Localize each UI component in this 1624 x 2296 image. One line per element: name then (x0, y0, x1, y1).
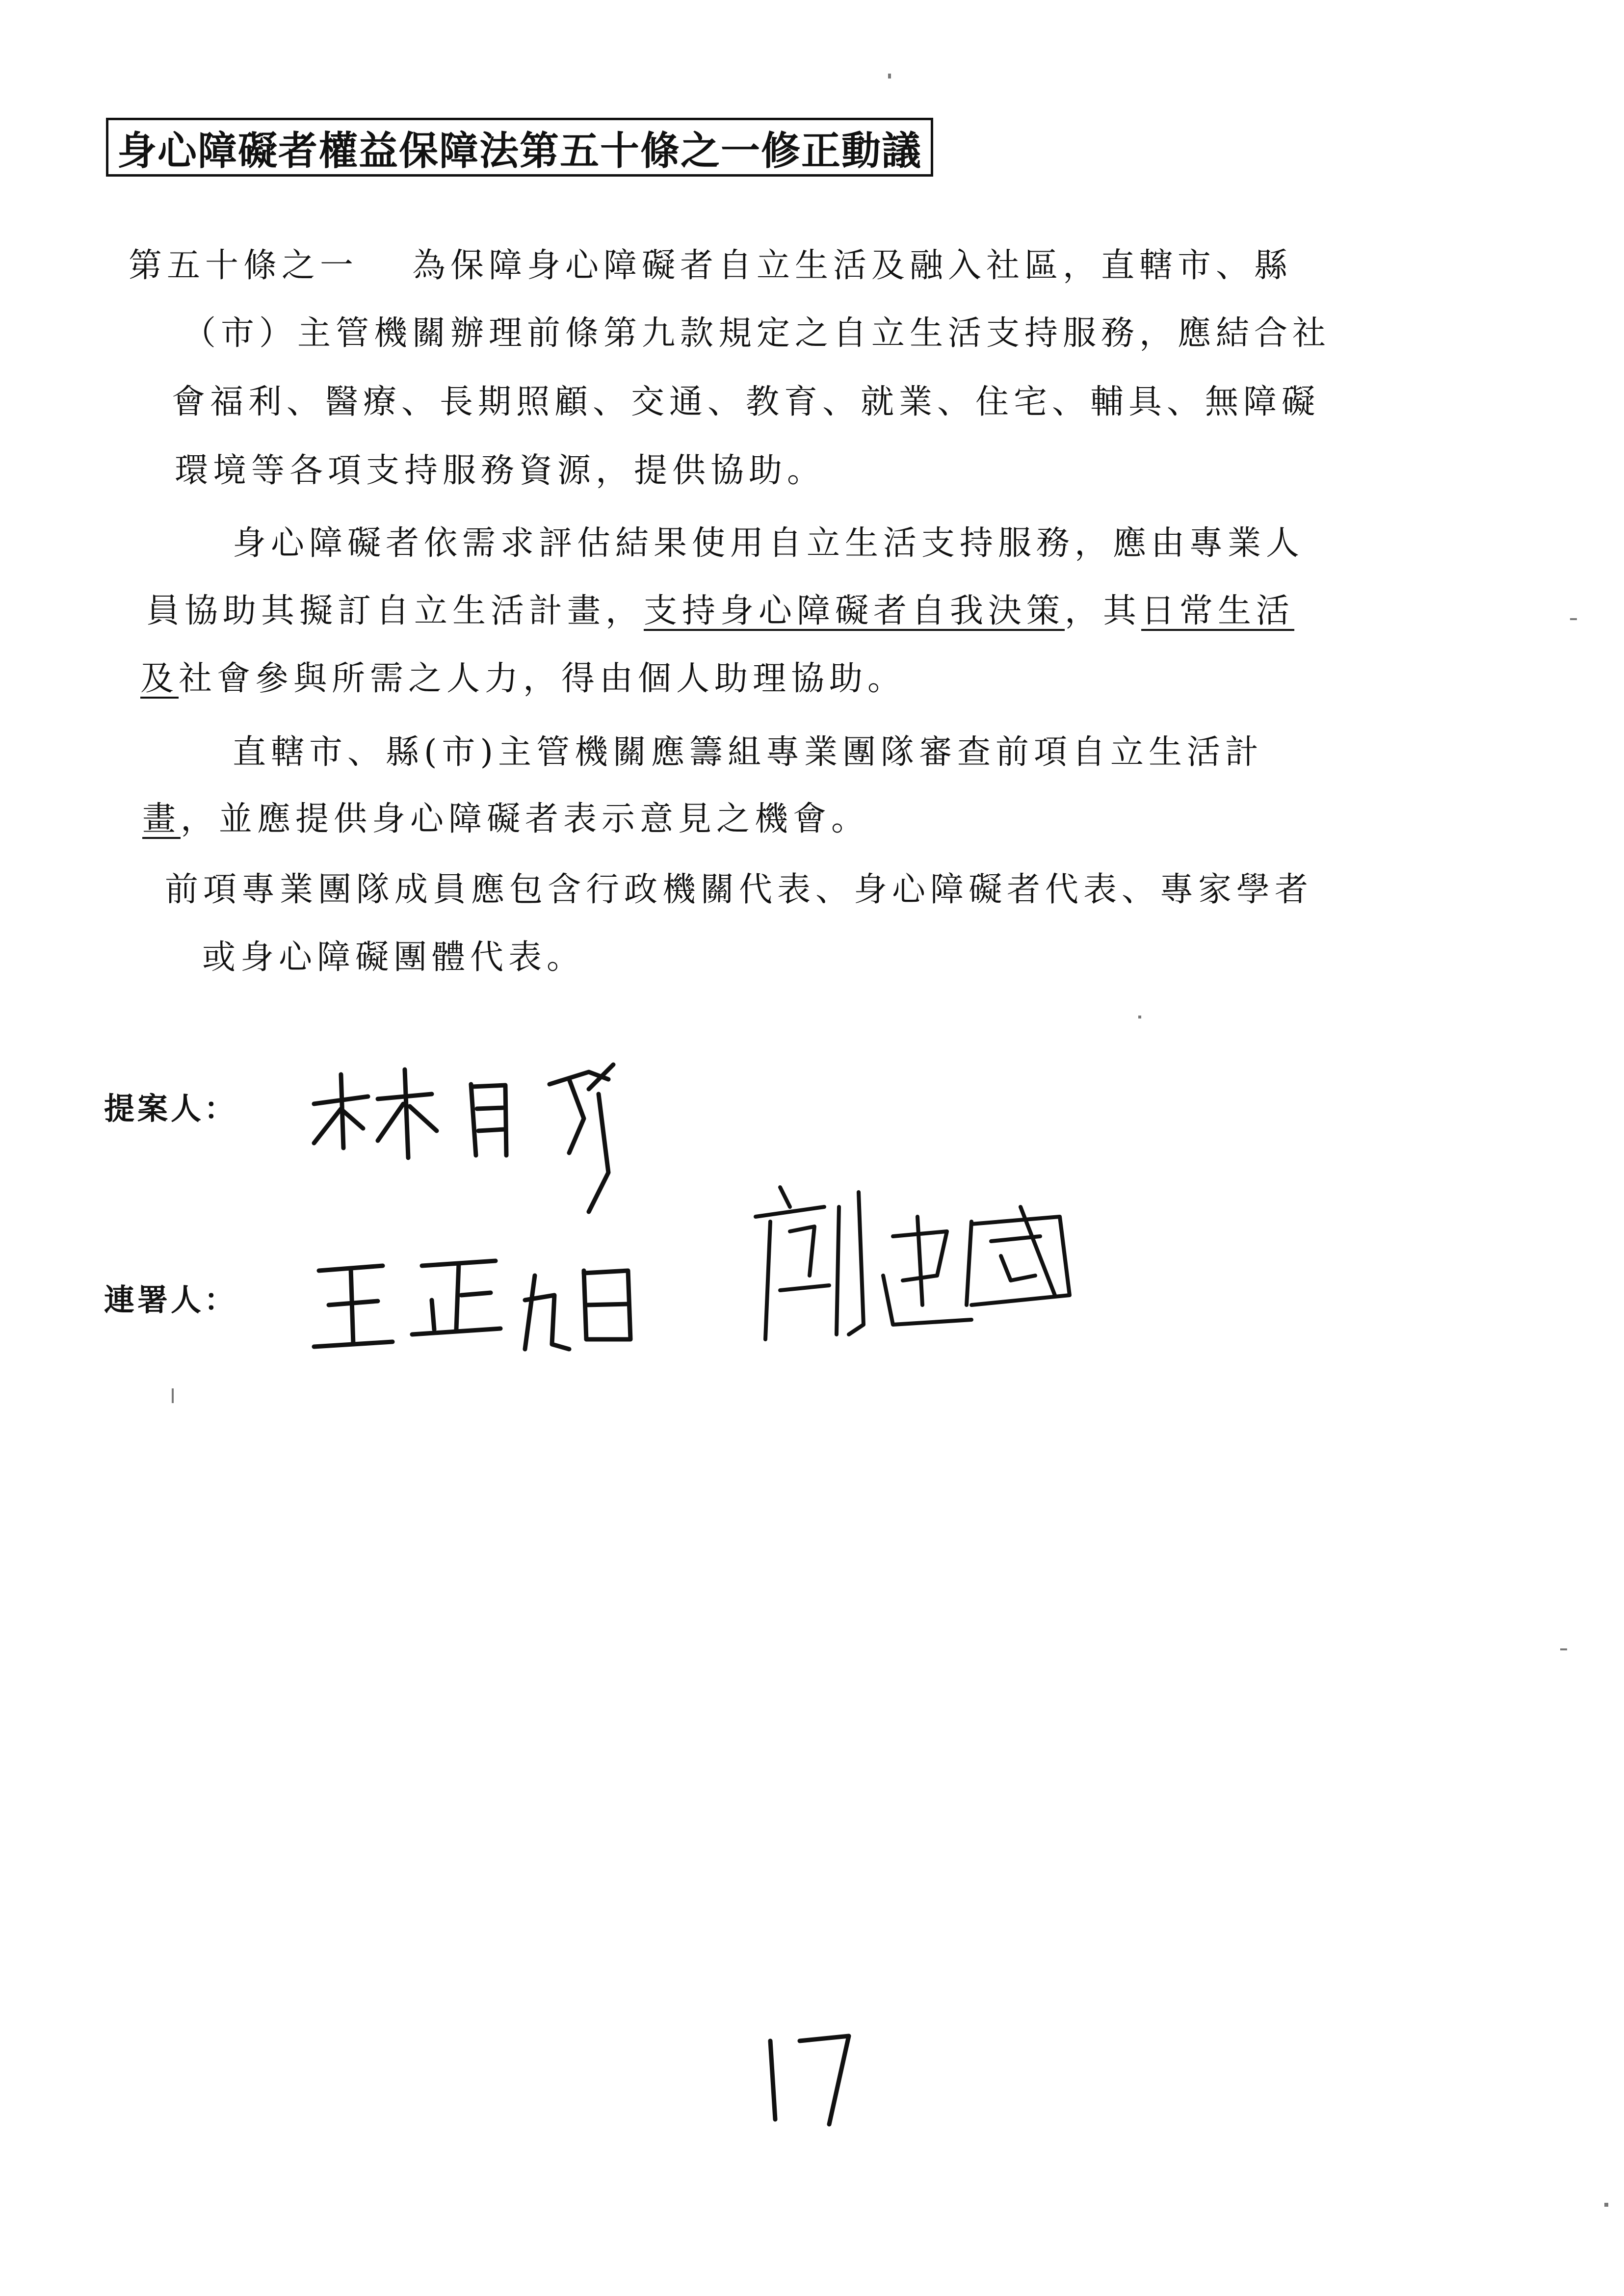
paragraph-1-line-3: 會福利、醫療、長期照顧、交通、教育、就業、住宅、輔具、無障礙 (172, 383, 1320, 421)
paragraph-text: 社會參與所需之人力，得由個人助理協助。 (179, 659, 906, 698)
paragraph-4-line-2: 或身心障礙團體代表。 (202, 938, 585, 977)
paragraph-1-line-1 (129, 241, 1292, 290)
cosigner-label: 連署人： (104, 1282, 238, 1318)
paragraph-text: ，其 (1065, 592, 1142, 630)
paragraph-text: ，並應提供身心障礙者表示意見之機會。 (181, 800, 870, 838)
scan-speck (1138, 1016, 1141, 1018)
document-title: 身心障礙者權益保障法第五十條之一修正動議 (106, 118, 933, 177)
scan-speck (1604, 2203, 1608, 2207)
underlined-amendment-text: 支持身心障礙者自我決策 (644, 592, 1065, 630)
paragraph-4-line-1: 前項專業團隊成員應包含行政機關代表、身心障礙者代表、專家學者 (165, 870, 1313, 909)
underlined-amendment-text: 及 (140, 659, 179, 698)
page-number (746, 2026, 873, 2136)
scan-speck (888, 74, 891, 78)
article-label: 第五十條之一 (129, 246, 359, 285)
paragraph-2-line-1: 身心障礙者依需求評估結果使用自立生活支持服務，應由專業人 (233, 524, 1305, 563)
scan-speck (172, 1388, 174, 1403)
underlined-amendment-text: 日常生活 (1141, 592, 1295, 630)
paragraph-3-line-2 (142, 795, 869, 844)
proposer-label: 提案人： (104, 1091, 238, 1126)
paragraph-text: 員協助其擬訂自立生活計畫， (146, 592, 644, 630)
paragraph-1-line-4: 環境等各項支持服務資源，提供協助。 (175, 451, 826, 490)
underlined-amendment-text: 畫 (142, 800, 181, 838)
scan-speck (1560, 1648, 1567, 1650)
scan-speck (1570, 618, 1577, 620)
cosigner-signature-1 (309, 1246, 662, 1369)
paragraph-1-line-2: （市）主管機關辦理前條第九款規定之自立生活支持服務，應結合社 (183, 314, 1331, 353)
paragraph-3-line-1: 直轄市、縣(市)主管機關應籌組專業團隊審查前項自立生活計 (233, 733, 1264, 772)
proposer-signature (294, 1050, 667, 1217)
paragraph-2-line-2 (146, 587, 1294, 636)
cosigner-signature-2 (716, 1177, 1128, 1374)
paragraph-text: 為保障身心障礙者自立生活及融入社區，直轄市、縣 (412, 246, 1293, 285)
paragraph-2-line-3 (140, 654, 906, 704)
